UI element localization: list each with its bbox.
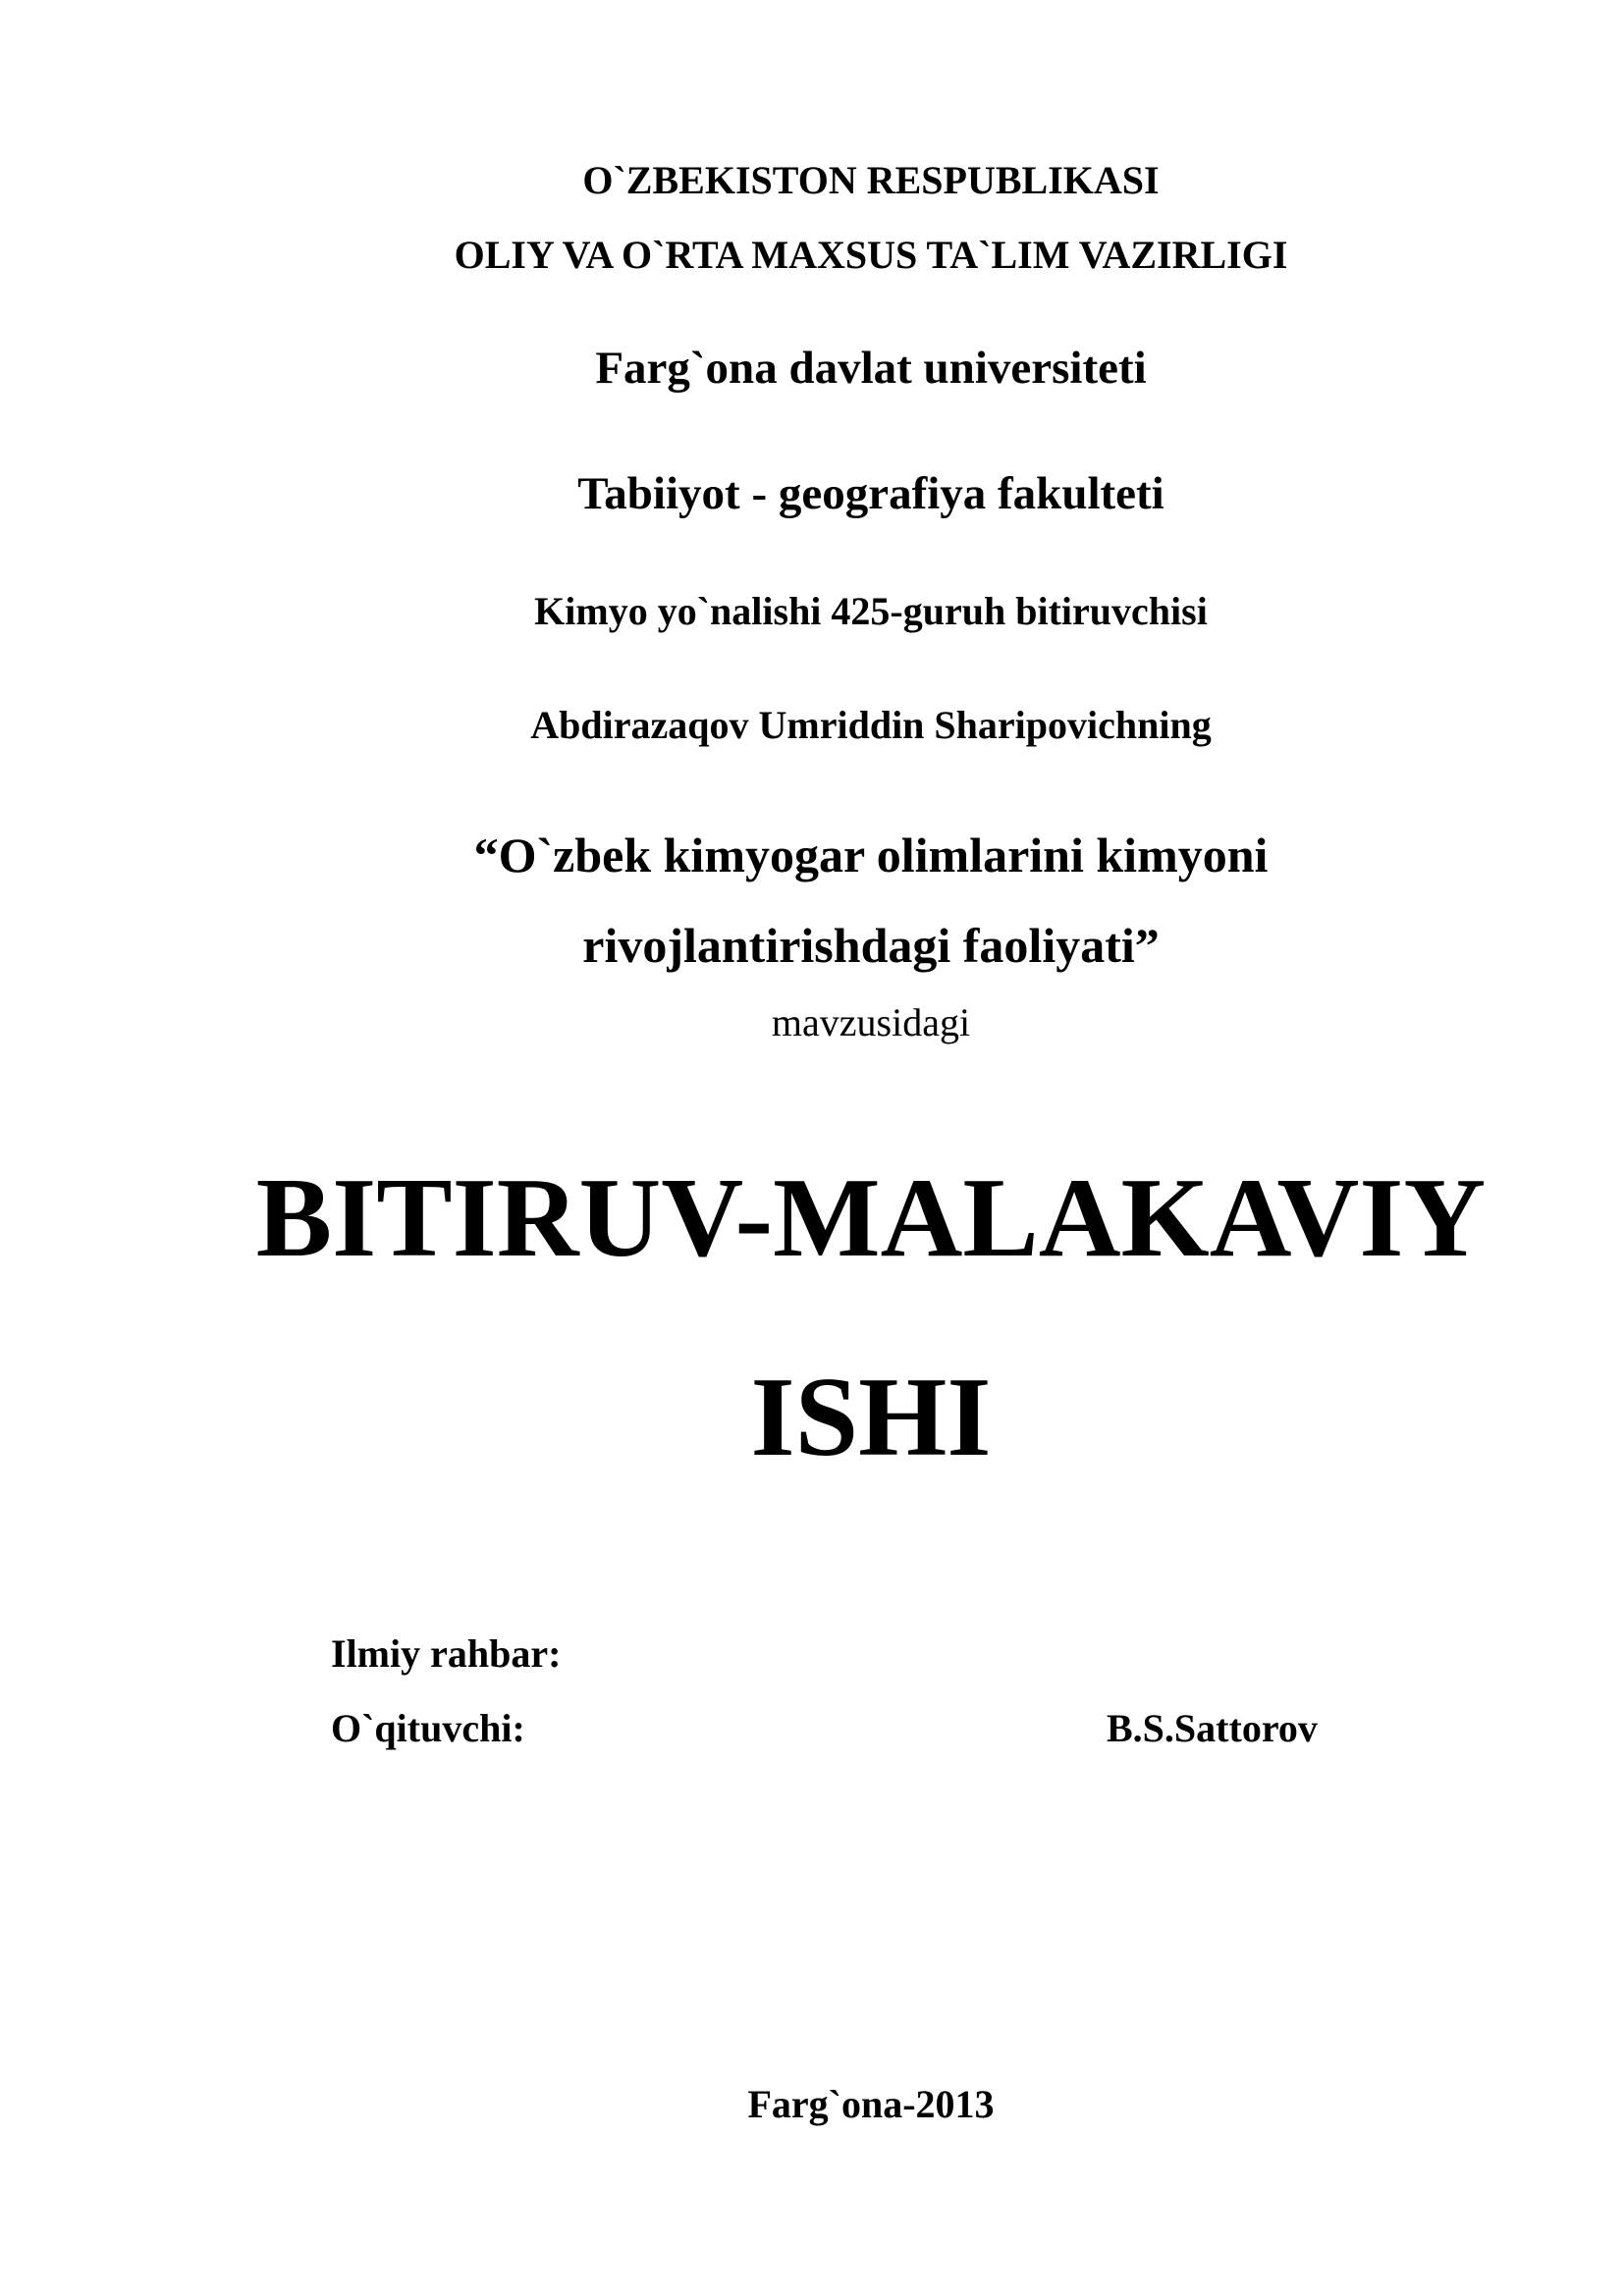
topic-suffix: mavzusidagi — [771, 1000, 971, 1044]
work-title-line-1: BITIRUV-MALAKAVIY — [255, 1155, 1487, 1281]
ministry-line-1: O`ZBEKISTON RESPUBLIKASI — [582, 158, 1160, 202]
work-title-line-2: ISHI — [750, 1355, 992, 1480]
topic-line-1: “O`zbek kimyogar olimlarini kimyoni — [473, 828, 1269, 882]
faculty-name: Tabiiyot - geografiya fakulteti — [577, 468, 1164, 519]
topic-line-2: rivojlantirishdagi faoliyati” — [582, 918, 1160, 973]
supervisor-position-label: O`qituvchi: — [331, 1706, 525, 1750]
ministry-line-2: OLIY VA O`RTA MAXSUS TA`LIM VAZIRLIGI — [454, 233, 1288, 277]
supervisor-name: B.S.Sattorov — [1107, 1706, 1318, 1750]
university-name: Farg`ona davlat universiteti — [595, 343, 1147, 394]
student-group-line: Kimyo yo`nalishi 425-guruh bitiruvchisi — [534, 589, 1208, 633]
supervisor-label: Ilmiy rahbar: — [331, 1631, 562, 1676]
student-name-line: Abdirazaqov Umriddin Sharipovichning — [530, 703, 1212, 747]
place-year: Farg`ona-2013 — [747, 2082, 995, 2126]
